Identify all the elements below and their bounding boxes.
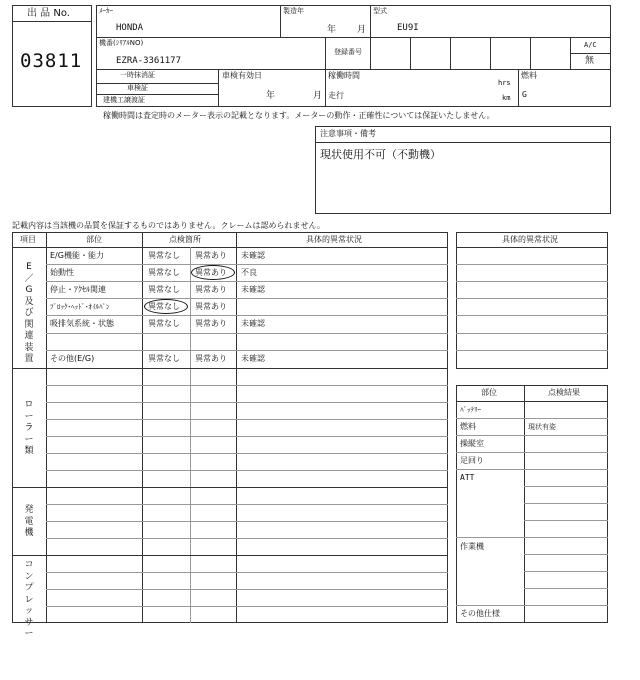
hours-notice: 稼働時間は査定時のメーター表示の記載となります。メーターの動作・正確性については保証いたしません。 <box>103 111 495 120</box>
mileage-label: 走行 <box>328 91 344 100</box>
registration-label: 登録番号 <box>334 48 362 56</box>
selected-circle <box>191 265 235 280</box>
row-detail: 未確認 <box>241 251 265 260</box>
section-compressor: コンプレッサー <box>24 560 34 639</box>
month-unit: 月 <box>357 25 367 35</box>
selected-circle <box>144 299 188 314</box>
parts-row-part: 足回り <box>460 456 484 465</box>
hours-label: 稼働時間 <box>328 71 360 80</box>
opt-ok: 異常なし <box>148 251 180 260</box>
row-detail: 未確認 <box>241 354 265 363</box>
opt-ok: 異常なし <box>148 319 180 328</box>
row-part: その他(E/G) <box>50 354 95 363</box>
ac-label: A/C <box>584 41 597 49</box>
maker-label: ﾒｰｶｰ <box>99 7 113 15</box>
inspection-year-unit: 年 <box>266 91 276 101</box>
row-detail: 未確認 <box>241 319 265 328</box>
parts-row-part: 作業機 <box>460 542 484 551</box>
opt-ok: 異常なし <box>148 354 180 363</box>
parts-row-part: 操縦室 <box>460 439 484 448</box>
row-part: 始動性 <box>50 268 74 277</box>
parts-row-result: 現状有姿 <box>528 423 556 431</box>
parts-row-part: ATT <box>460 473 475 482</box>
header-point: 点検箇所 <box>169 235 201 244</box>
parts-row-part: ﾊﾞｯﾃﾘｰ <box>460 406 481 414</box>
remarks-text: 現状使用不可（不動機） <box>320 148 441 161</box>
row-part: E/G機能・能力 <box>50 251 104 260</box>
temp-cert-label: 一時抹消証 <box>120 71 155 79</box>
opt-ng: 異常あり <box>195 302 227 311</box>
parts-row-part: その他仕様 <box>460 609 500 618</box>
remarks-label: 注意事項・備考 <box>320 129 376 138</box>
row-part: ﾌﾞﾛｯｸ･ﾍｯﾄﾞ･ｵｲﾙﾊﾟﾝ <box>50 303 110 311</box>
year-unit: 年 <box>327 25 337 35</box>
lot-no: 03811 <box>20 50 83 72</box>
serial-label: 機番(ｼﾘｱﾙNO) <box>99 39 144 47</box>
opt-ng: 異常あり <box>195 319 227 328</box>
model-label: 型式 <box>373 7 387 15</box>
header-detail: 具体的異常状況 <box>306 235 362 244</box>
row-part: 停止・ｱｸｾﾙ関連 <box>50 285 106 294</box>
parts-row-part: 燃料 <box>460 422 476 431</box>
section-generator: 発電機 <box>24 505 34 538</box>
opt-ng: 異常あり <box>195 268 227 277</box>
inspection-month-unit: 月 <box>313 91 323 101</box>
section-roller: ローラー類 <box>24 400 34 456</box>
opt-ok: 異常なし <box>148 285 180 294</box>
inspection-valid-label: 車検有効日 <box>222 71 262 80</box>
opt-ng: 異常あり <box>195 354 227 363</box>
ac-value: 無 <box>585 56 595 66</box>
opt-ng: 異常あり <box>195 251 227 260</box>
year-label: 製造年 <box>283 7 304 15</box>
row-part: 吸排気系統・状態 <box>50 319 114 328</box>
parts-header-part: 部位 <box>481 388 497 397</box>
mileage-unit: km <box>502 94 511 102</box>
lot-no-label: 出 品 No. <box>27 8 70 19</box>
header-item: 項目 <box>20 235 36 244</box>
parts-header-result: 点検結果 <box>548 388 580 397</box>
opt-ng: 異常あり <box>195 285 227 294</box>
transfer-cert-label: 建機工譲渡証 <box>103 96 145 104</box>
fuel-label: 燃料 <box>521 71 537 80</box>
model-value: EU9I <box>397 23 419 33</box>
row-detail: 未確認 <box>241 285 265 294</box>
serial-value: EZRA-3361177 <box>116 56 182 66</box>
fuel-value: G <box>522 90 527 99</box>
section-eg: E／G及び関連装置 <box>24 262 34 364</box>
remarks-box <box>315 126 611 214</box>
hours-unit: hrs <box>498 79 511 87</box>
header-part: 部位 <box>86 235 102 244</box>
opt-ok: 異常なし <box>148 302 180 311</box>
quality-notice: 記載内容は当該機の品質を保証するものではありません。クレームは認められません。 <box>12 221 325 230</box>
vehicle-inspection-label: 車検証 <box>127 84 148 92</box>
right-detail-header: 具体的異常状況 <box>502 235 558 244</box>
row-detail: 不良 <box>241 268 257 277</box>
maker-value: HONDA <box>116 23 144 33</box>
opt-ok: 異常なし <box>148 268 180 277</box>
